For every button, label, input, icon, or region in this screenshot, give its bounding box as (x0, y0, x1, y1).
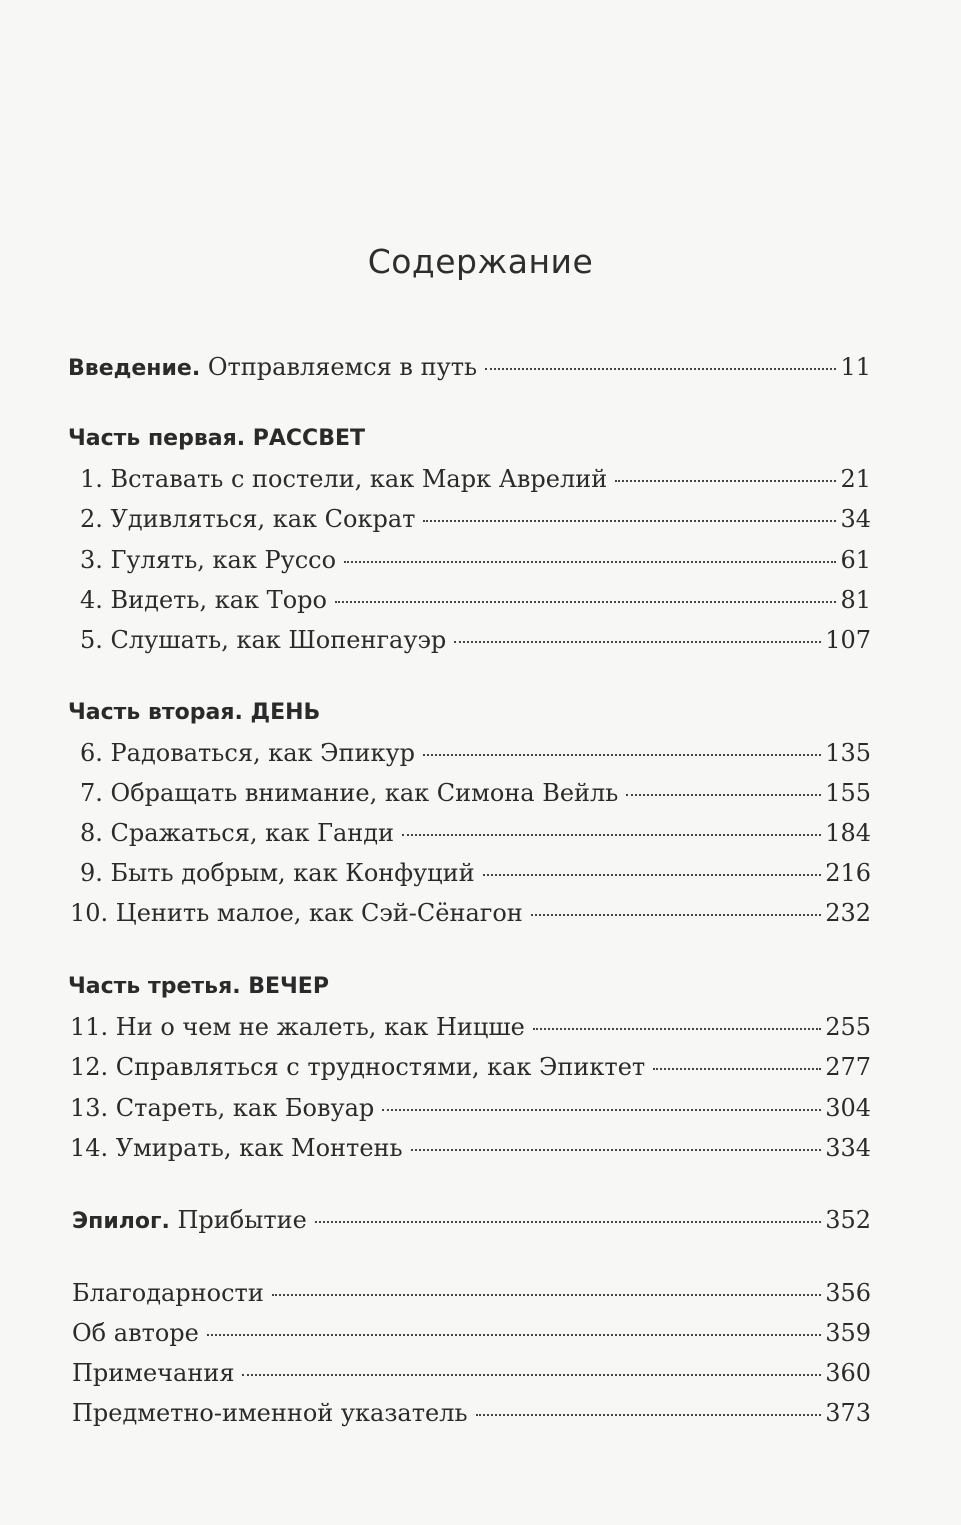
entry-title: 11. Ни о чем не жалеть, как Ницше (70, 1013, 525, 1041)
dot-leader (402, 834, 821, 836)
part-heading-1: Часть первая. РАССВЕТ (68, 426, 366, 451)
page-number: 107 (825, 626, 871, 654)
page-number: 352 (825, 1206, 871, 1234)
page-number: 334 (825, 1134, 871, 1162)
toc-entry[interactable] (80, 738, 871, 768)
toc-entry[interactable] (80, 585, 871, 615)
page-number: 277 (825, 1053, 871, 1081)
entry-title: 13. Стареть, как Бовуар (70, 1094, 375, 1122)
dot-leader (335, 601, 837, 603)
toc-entry[interactable] (70, 1052, 871, 1082)
page-number: 81 (840, 586, 871, 614)
toc-entry-back-matter[interactable] (72, 1278, 871, 1308)
entry-title: Благодарности (72, 1279, 264, 1307)
page-number: 135 (825, 739, 871, 767)
entry-title: 10. Ценить малое, как Сэй-Сёнагон (70, 899, 523, 927)
toc-entry[interactable] (80, 464, 871, 494)
entry-title: 2. Удивляться, как Сократ (80, 505, 416, 533)
dot-leader (626, 794, 821, 796)
dot-leader (476, 1414, 822, 1416)
entry-title: Примечания (72, 1359, 235, 1387)
dot-leader (344, 561, 836, 563)
dot-leader (454, 641, 821, 643)
dot-leader (483, 874, 822, 876)
intro-label-bold: Введение. (68, 356, 201, 381)
page-number: 304 (825, 1094, 871, 1122)
entry-title: 6. Радоваться, как Эпикур (80, 739, 415, 767)
page-number: 232 (825, 899, 871, 927)
epilogue-label-bold: Эпилог. (72, 1209, 170, 1234)
toc-entry-back-matter[interactable] (72, 1398, 871, 1428)
entry-title: Об авторе (72, 1319, 199, 1347)
entry-title: 9. Быть добрым, как Конфуций (80, 859, 475, 887)
dot-leader (485, 368, 836, 370)
page-number: 359 (825, 1319, 871, 1347)
page-number: 373 (825, 1399, 871, 1427)
toc-entry-back-matter[interactable] (72, 1318, 871, 1348)
epilogue-label-text: Прибытие (169, 1206, 307, 1234)
dot-leader (531, 914, 821, 916)
dot-leader (315, 1221, 821, 1223)
page-number: 34 (840, 505, 871, 533)
entry-title: 4. Видеть, как Торо (80, 586, 327, 614)
toc-entry[interactable] (70, 1012, 871, 1042)
page-number: 11 (840, 353, 871, 381)
entry-title: 7. Обращать внимание, как Симона Вейль (80, 779, 619, 807)
page-title: Содержание (367, 242, 594, 281)
dot-leader (653, 1068, 821, 1070)
toc-entry[interactable] (80, 625, 871, 655)
entry-title: Предметно-именной указатель (72, 1399, 468, 1427)
toc-entry-intro[interactable] (68, 352, 871, 384)
toc-entry-epilogue[interactable] (72, 1205, 871, 1237)
toc-entry[interactable] (80, 504, 871, 534)
toc-entry[interactable] (80, 545, 871, 575)
toc-entry[interactable] (80, 778, 871, 808)
entry-title: 8. Сражаться, как Ганди (80, 819, 395, 847)
page-number: 216 (825, 859, 871, 887)
page-number: 255 (825, 1013, 871, 1041)
toc-entry-back-matter[interactable] (72, 1358, 871, 1388)
page-number: 155 (825, 779, 871, 807)
part-heading-2: Часть вторая. ДЕНЬ (68, 700, 321, 725)
dot-leader (242, 1374, 821, 1376)
dot-leader (382, 1109, 821, 1111)
page-number: 184 (825, 819, 871, 847)
page-number: 61 (840, 546, 871, 574)
dot-leader (423, 754, 821, 756)
dot-leader (207, 1334, 821, 1336)
toc-entry[interactable] (70, 1093, 871, 1123)
intro-label-text: Отправляемся в путь (200, 353, 478, 381)
toc-entry[interactable] (70, 898, 871, 928)
entry-title: 3. Гулять, как Руссо (80, 546, 337, 574)
toc-entry[interactable] (80, 818, 871, 848)
page-number: 21 (840, 465, 871, 493)
dot-leader (533, 1028, 821, 1030)
dot-leader (615, 480, 836, 482)
dot-leader (423, 520, 836, 522)
dot-leader (411, 1149, 822, 1151)
entry-title: 14. Умирать, как Монтень (70, 1134, 403, 1162)
page-number: 360 (825, 1359, 871, 1387)
entry-title: 1. Вставать с постели, как Марк Аврелий (80, 465, 608, 493)
toc-entry[interactable] (70, 1133, 871, 1163)
entry-title: 12. Справляться с трудностями, как Эпиктет (70, 1053, 646, 1081)
page-number: 356 (825, 1279, 871, 1307)
toc-entry[interactable] (80, 858, 871, 888)
part-heading-3: Часть третья. ВЕЧЕР (68, 974, 329, 999)
entry-title: 5. Слушать, как Шопенгауэр (80, 626, 447, 654)
dot-leader (272, 1294, 821, 1296)
